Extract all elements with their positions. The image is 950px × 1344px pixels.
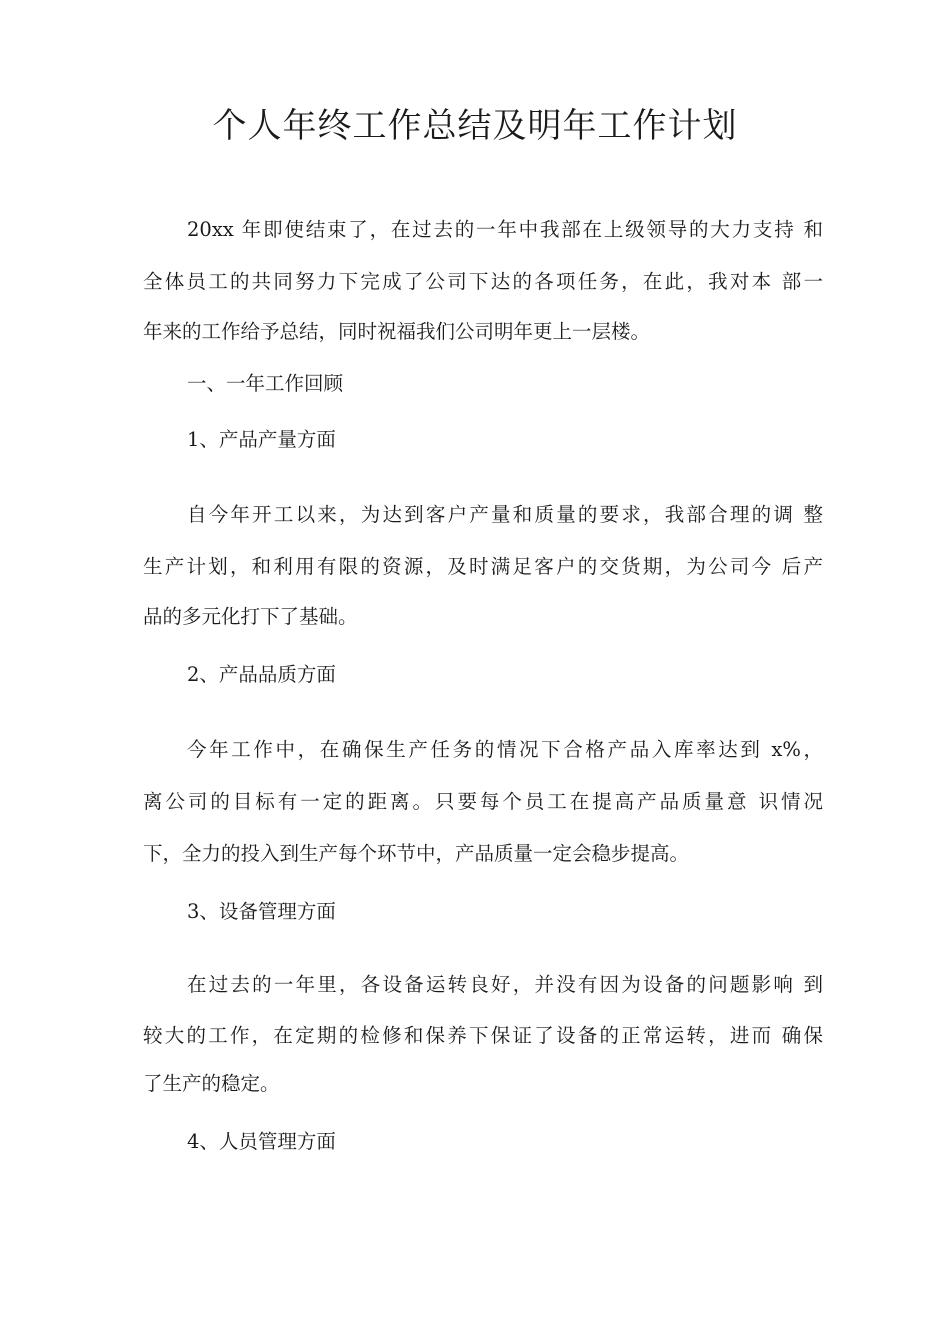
paragraph-line: 较大的工作，在定期的检修和保养下保证了设备的正常运转，进而 确保 xyxy=(143,1024,823,1047)
document-title: 个人年终工作总结及明年工作计划 xyxy=(212,106,738,146)
item-heading: 4、人员管理方面 xyxy=(187,1130,336,1153)
paragraph-line: 下，全力的投入到生产每个环节中，产品质量一定会稳步提高。 xyxy=(143,842,690,865)
intro-line: 20xx 年即使结束了，在过去的一年中我部在上级领导的大力支持 和 xyxy=(187,218,823,241)
item-heading: 1、产品产量方面 xyxy=(187,428,336,451)
intro-line: 年来的工作给予总结，同时祝福我们公司明年更上一层楼。 xyxy=(143,320,651,343)
paragraph-line: 离公司的目标有一定的距离。只要每个员工在提高产品质量意 识情况 xyxy=(143,790,823,813)
item-heading: 2、产品品质方面 xyxy=(187,663,336,686)
paragraph-line: 品的多元化打下了基础。 xyxy=(143,605,358,628)
section-heading: 一、一年工作回顾 xyxy=(187,372,344,395)
paragraph-line: 生产计划，和利用有限的资源，及时满足客户的交货期，为公司今 后产 xyxy=(143,555,823,578)
paragraph-line: 了生产的稳定。 xyxy=(143,1072,280,1095)
paragraph-line: 自今年开工以来，为达到客户产量和质量的要求，我部合理的调 整 xyxy=(187,503,823,526)
paragraph-line: 今年工作中，在确保生产任务的情况下合格产品入库率达到 x%， xyxy=(187,738,823,761)
intro-line: 全体员工的共同努力下完成了公司下达的各项任务，在此，我对本 部一 xyxy=(143,270,823,293)
paragraph-line: 在过去的一年里，各设备运转良好，并没有因为设备的问题影响 到 xyxy=(187,973,823,996)
item-heading: 3、设备管理方面 xyxy=(187,900,336,923)
